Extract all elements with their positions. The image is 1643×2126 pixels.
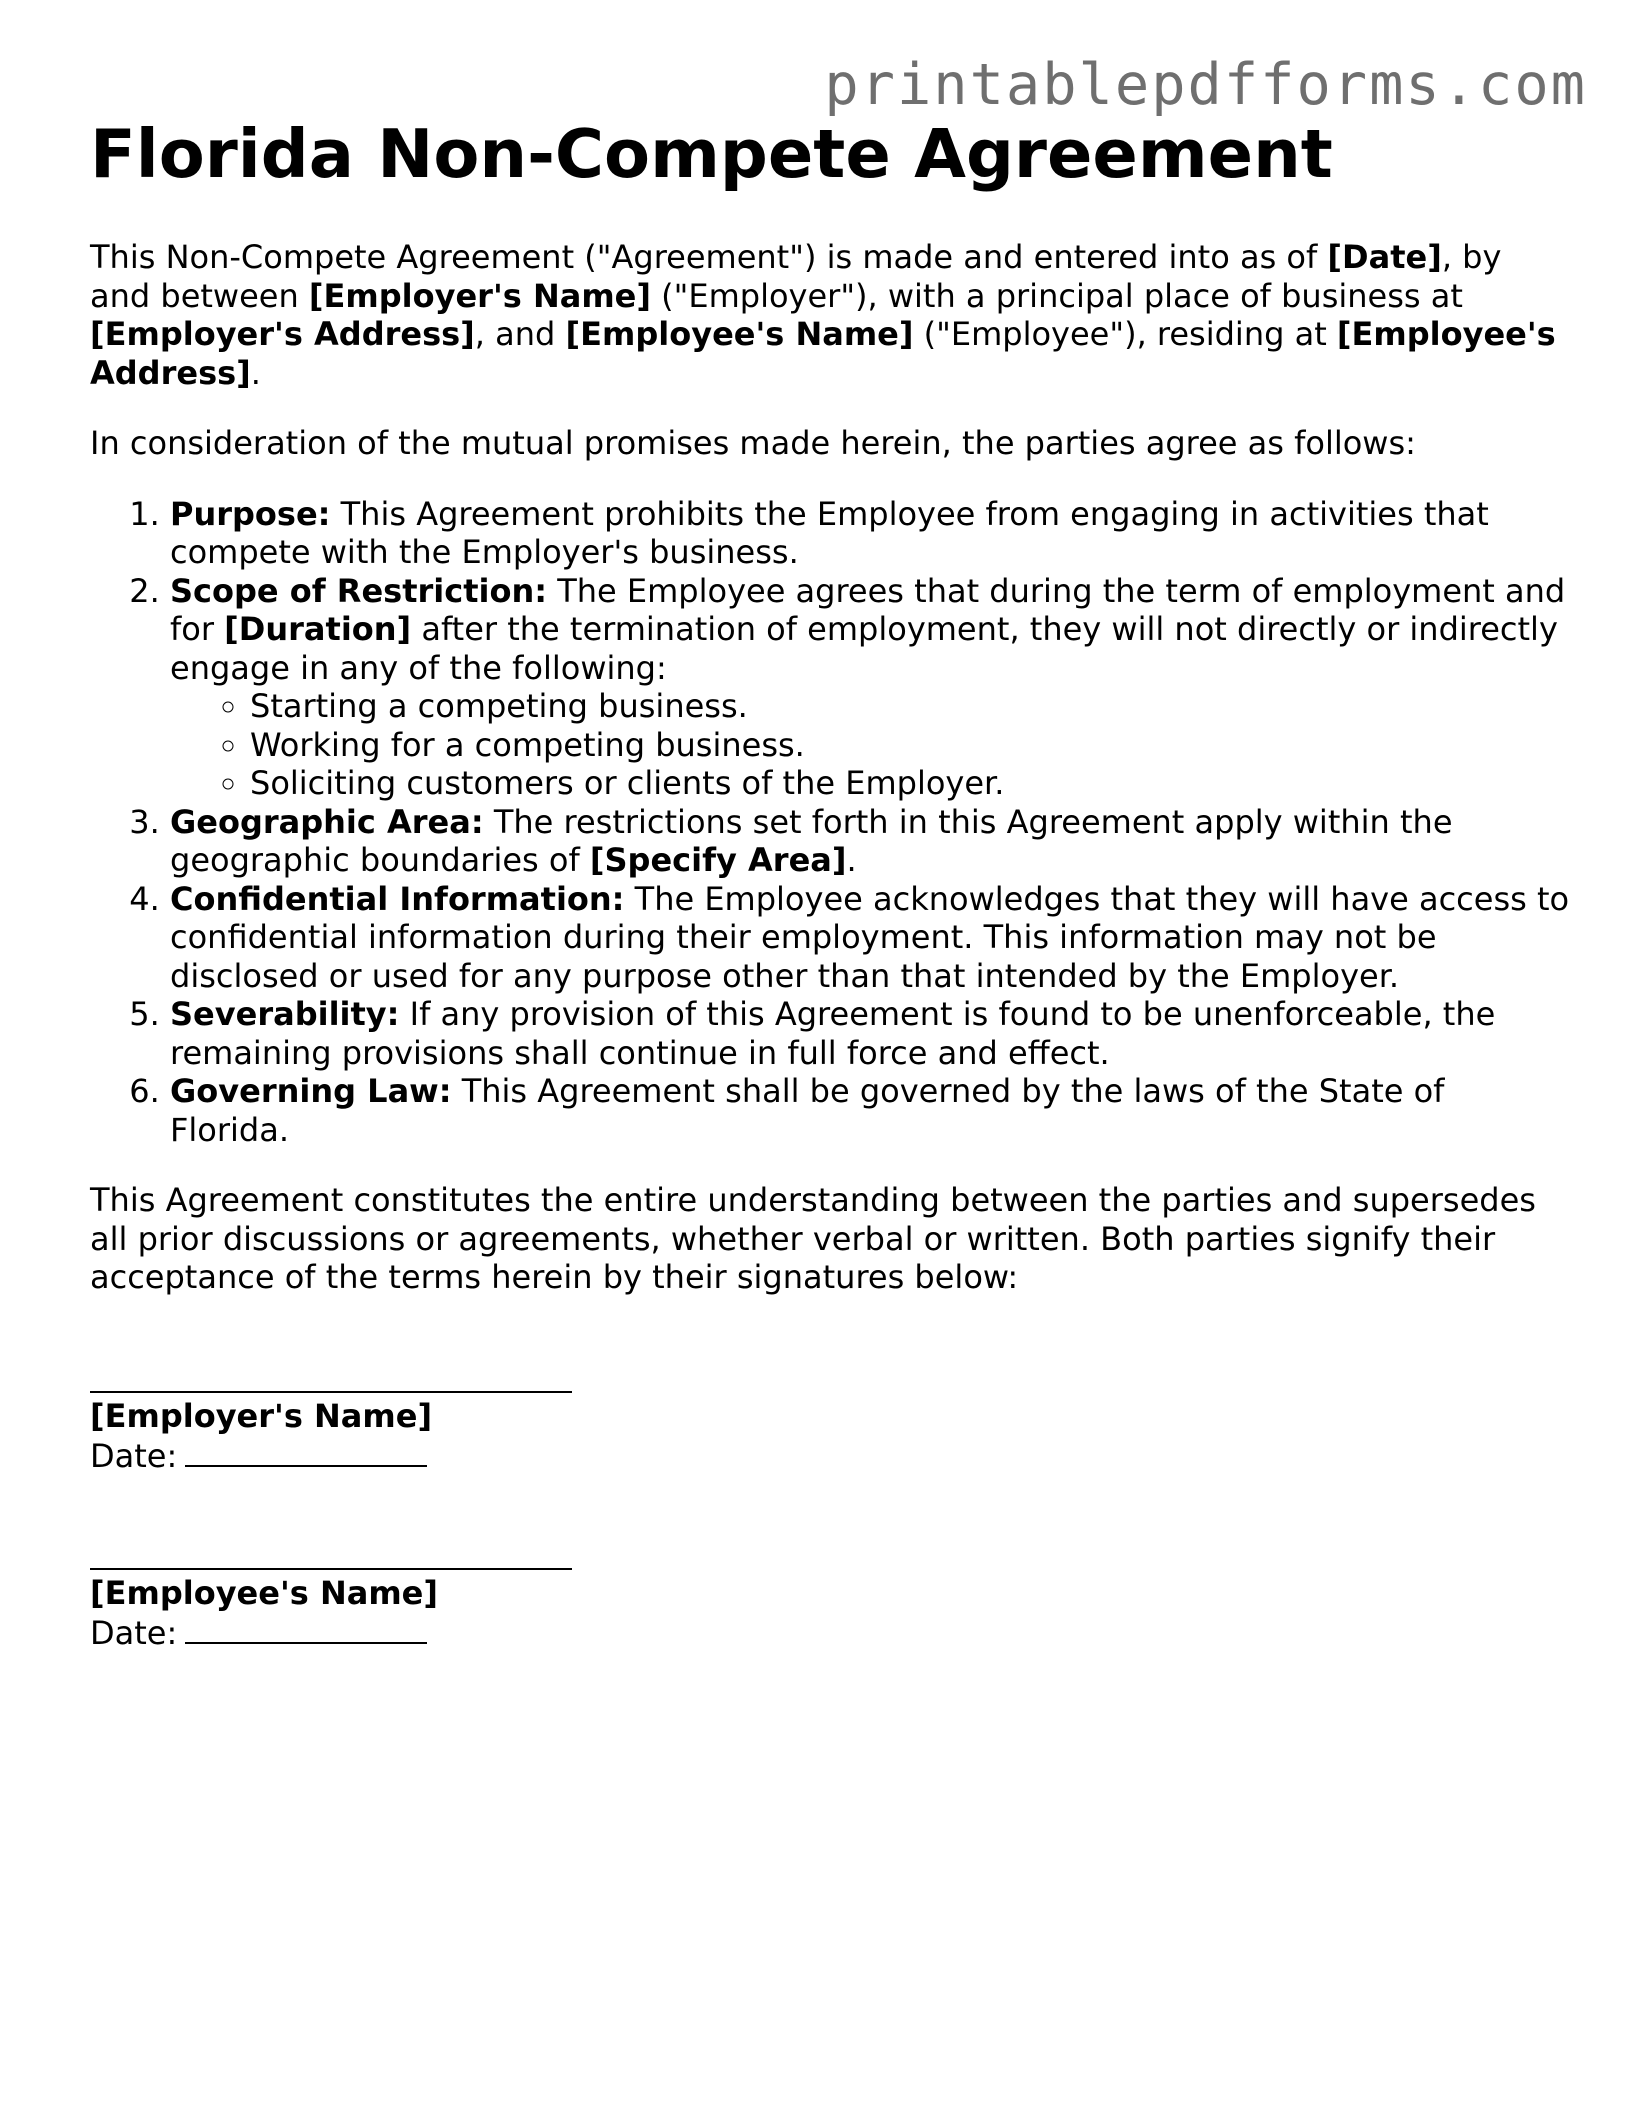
date-placeholder: [Date] (1327, 238, 1442, 276)
term-scope-text-1: The Employee agrees that during the term of employment and for (170, 571, 1566, 648)
intro-text-3: ("Employer"), with a principal place of business at (650, 276, 1463, 315)
employee-address-placeholder: [Employee's Address] (90, 315, 1556, 392)
area-placeholder: [Specify Area] (589, 841, 847, 879)
term-geographic-label: Geographic Area: (170, 802, 484, 841)
employer-name-placeholder: [Employer's Name] (308, 276, 651, 315)
intro-text-6: . (250, 353, 261, 392)
term-confidential-text: The Employee acknowledges that they will have access to confidential information during their employment. This information may not be disclosed or used for any purpose other than that intended by the Employer. (170, 879, 1570, 995)
employee-signature-line[interactable] (90, 1530, 572, 1570)
watermark: printablepdfforms.com (824, 52, 1587, 118)
signature-block (90, 1353, 1570, 1653)
employee-date-line[interactable] (185, 1612, 427, 1644)
term-confidential-label: Confidential Information: (170, 879, 625, 918)
term-severability-text: If any provision of this Agreement is found to be unenforceable, the remaining provisions shall continue in full force and effect. (170, 995, 1496, 1072)
term-purpose-text: This Agreement prohibits the Employee from engaging in activities that compete with the Employer's business. (170, 494, 1489, 571)
term-scope-label: Scope of Restriction: (170, 571, 548, 610)
restriction-item: ◦ Starting a competing business. (250, 687, 1570, 726)
restriction-list (170, 687, 1570, 803)
term-governing-label: Governing Law: (170, 1072, 452, 1110)
term-geographic-text-2: . (846, 841, 857, 879)
employee-signature-name: [Employee's Name] (90, 1573, 438, 1612)
document-body (90, 112, 1570, 1707)
term-governing-law (170, 1072, 1570, 1149)
duration-placeholder: [Duration] (224, 610, 412, 648)
employer-date-label: Date: (90, 1437, 178, 1475)
term-scope (170, 572, 1570, 803)
closing-paragraph: This Agreement constitutes the entire understanding between the parties and supersedes all prior discussions or agreements, whether verbal or written. Both parties signify their acceptance of the terms herein by their signatures below: (90, 1181, 1536, 1296)
terms-list (90, 495, 1570, 1150)
employer-signature (90, 1353, 1570, 1476)
term-geographic-text-1: The restrictions set forth in this Agreement apply within the geographic boundaries of (170, 802, 1453, 879)
term-confidential-information (170, 880, 1570, 996)
restriction-item: ◦ Soliciting customers or clients of the Employer. (250, 764, 1570, 803)
employee-date-row (90, 1612, 1570, 1653)
intro-text-5: ("Employee"), residing at (913, 315, 1337, 353)
employer-date-line[interactable] (185, 1435, 427, 1467)
intro-text-1: This Non-Compete Agreement ("Agreement") is made and entered into as of (90, 238, 1328, 276)
employer-signature-line[interactable] (90, 1353, 572, 1393)
employee-date-label: Date: (90, 1614, 178, 1652)
employee-name-placeholder: [Employee's Name] (565, 315, 914, 353)
employee-signature (90, 1530, 1570, 1653)
consideration-paragraph: In consideration of the mutual promises made herein, the parties agree as follows: (90, 424, 1416, 462)
employer-signature-name: [Employer's Name] (90, 1396, 433, 1435)
term-severability (170, 995, 1570, 1072)
employer-date-row (90, 1435, 1570, 1476)
term-scope-text-2: after the termination of employment, they will not directly or indirectly engage in any of the following: (170, 610, 1558, 687)
intro-text-4: , and (474, 315, 566, 353)
term-governing-text: This Agreement shall be governed by the laws of the State of Florida. (170, 1072, 1445, 1149)
term-severability-label: Severability: (170, 995, 400, 1033)
term-purpose (170, 495, 1570, 572)
term-geographic-area (170, 803, 1570, 880)
term-purpose-label: Purpose: (170, 494, 331, 533)
employer-address-placeholder: [Employer's Address] (90, 315, 475, 353)
page-title: Florida Non-Compete Agreement (90, 115, 1333, 193)
restriction-item: ◦ Working for a competing business. (250, 726, 1570, 765)
intro-text-2: , by and between (90, 238, 1502, 315)
intro-paragraph (90, 238, 1570, 392)
